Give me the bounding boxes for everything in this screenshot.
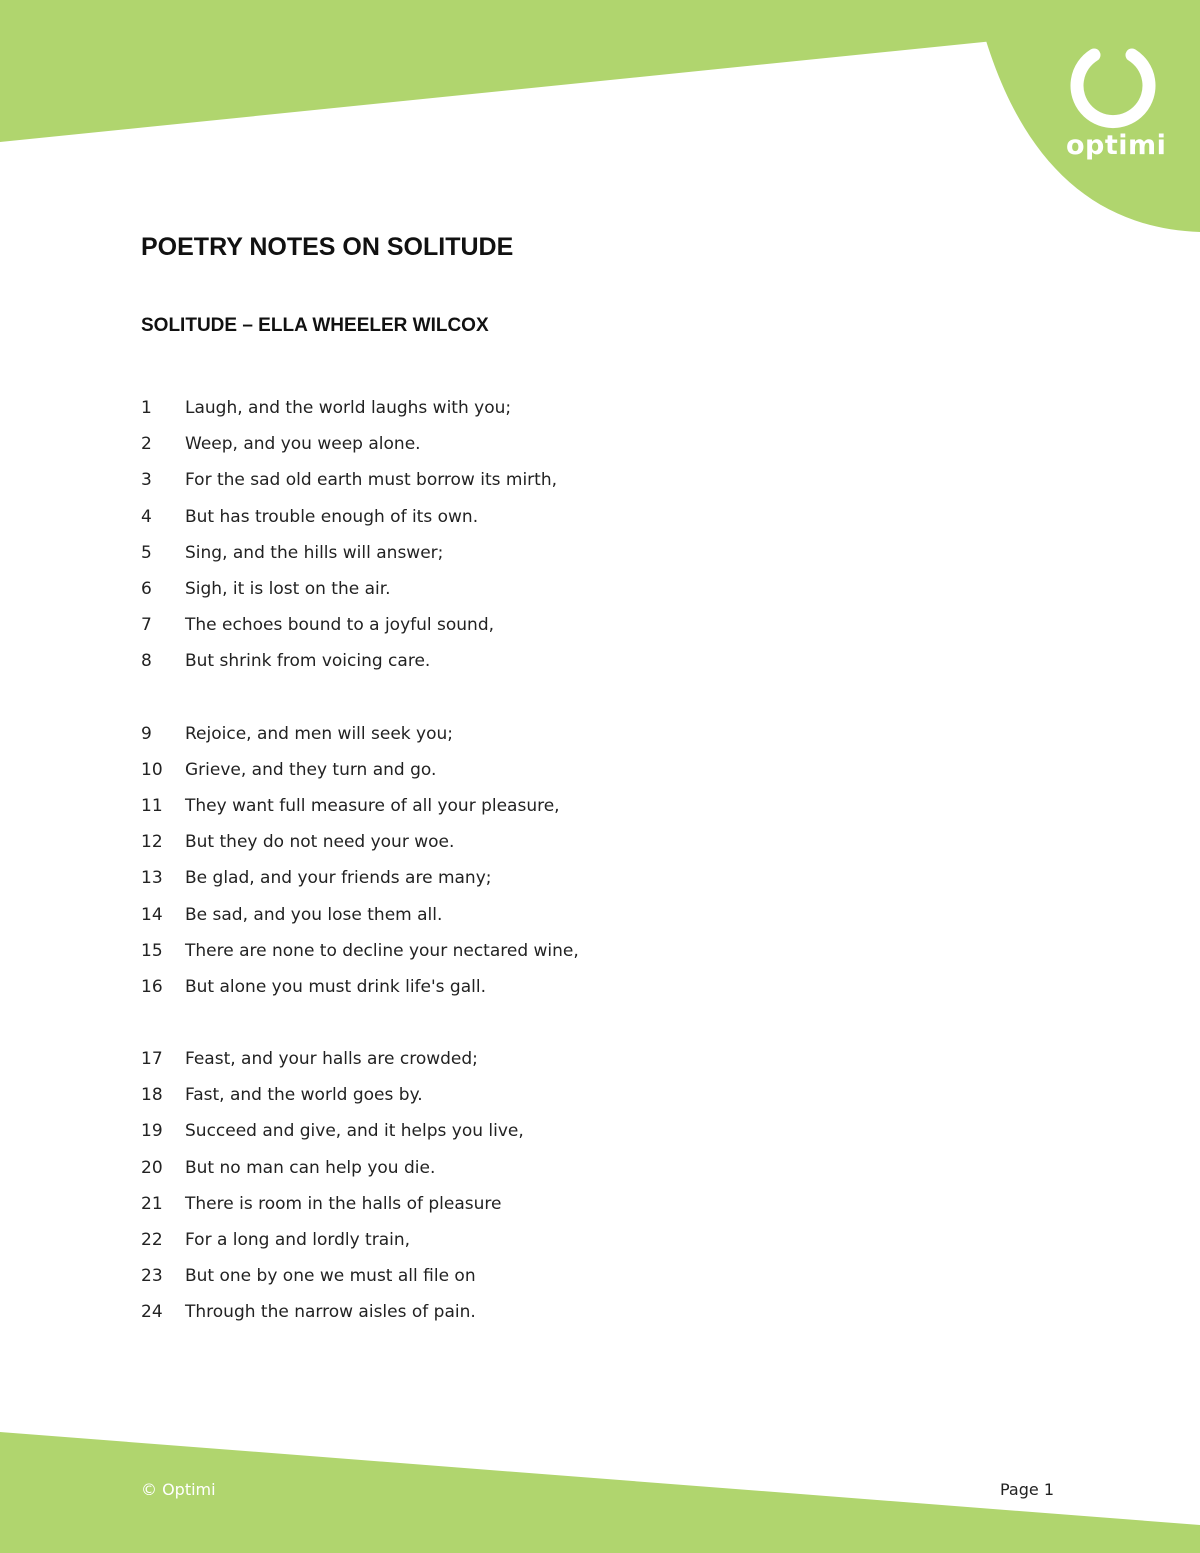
line-text: For the sad old earth must borrow its mirth, [185, 470, 557, 491]
poem-body [141, 390, 841, 1367]
line-number: 15 [141, 940, 163, 961]
line-number: 14 [141, 904, 163, 925]
line-text: Sing, and the hills will answer; [185, 542, 444, 563]
line-number: 19 [141, 1121, 163, 1142]
line-number: 11 [141, 795, 163, 816]
line-text: Sigh, it is lost on the air. [185, 579, 391, 600]
line-text: Succeed and give, and it helps you live, [185, 1121, 524, 1142]
poem-line [141, 969, 841, 1005]
poem-line [141, 607, 841, 643]
poem-line [141, 1222, 841, 1258]
poem-line [141, 499, 841, 535]
line-text: Grieve, and they turn and go. [185, 759, 437, 780]
line-number: 4 [141, 506, 152, 527]
poem-line [141, 824, 841, 860]
poem-line [141, 1077, 841, 1113]
line-number: 9 [141, 723, 152, 744]
line-text: Be glad, and your friends are many; [185, 868, 492, 889]
poem-line [141, 1258, 841, 1294]
line-text: The echoes bound to a joyful sound, [185, 615, 495, 636]
line-text: There are none to decline your nectared wine, [185, 940, 579, 961]
poem-line [141, 1113, 841, 1149]
line-number: 3 [141, 470, 152, 491]
line-text: But alone you must drink life's gall. [185, 976, 486, 997]
poem-line [141, 426, 841, 462]
line-number: 24 [141, 1302, 163, 1323]
line-number: 23 [141, 1266, 163, 1287]
line-text: For a long and lordly train, [185, 1230, 411, 1251]
line-number: 13 [141, 868, 163, 889]
line-number: 5 [141, 542, 152, 563]
poem-line [141, 788, 841, 824]
line-number: 7 [141, 615, 152, 636]
poem-stanza [141, 1041, 841, 1331]
footer-copyright: © Optimi [141, 1480, 216, 1499]
line-text: But they do not need your woe. [185, 832, 455, 853]
line-text: Laugh, and the world laughs with you; [185, 398, 512, 419]
line-number: 6 [141, 579, 152, 600]
poem-line [141, 716, 841, 752]
line-number: 22 [141, 1230, 163, 1251]
line-text: They want full measure of all your pleasure, [185, 795, 560, 816]
line-text: But shrink from voicing care. [185, 651, 431, 672]
poem-line [141, 896, 841, 932]
poem-line [141, 390, 841, 426]
line-number: 12 [141, 832, 163, 853]
line-text: Weep, and you weep alone. [185, 434, 421, 455]
line-text: Be sad, and you lose them all. [185, 904, 443, 925]
brand-logo-text: optimi [1066, 130, 1167, 161]
poem-line [141, 462, 841, 498]
poem-line [141, 643, 841, 679]
line-number: 17 [141, 1049, 163, 1070]
poem-line [141, 571, 841, 607]
line-number: 20 [141, 1157, 163, 1178]
line-text: But has trouble enough of its own. [185, 506, 479, 527]
line-number: 16 [141, 976, 163, 997]
line-text: Through the narrow aisles of pain. [185, 1302, 476, 1323]
page-title: POETRY NOTES ON SOLITUDE [141, 233, 514, 261]
line-text: Fast, and the world goes by. [185, 1085, 423, 1106]
line-number: 2 [141, 434, 152, 455]
poem-line [141, 933, 841, 969]
line-text: But one by one we must all file on [185, 1266, 476, 1287]
line-number: 10 [141, 759, 163, 780]
poem-line [141, 1041, 841, 1077]
line-number: 8 [141, 651, 152, 672]
poem-line [141, 535, 841, 571]
poem-line [141, 860, 841, 896]
line-number: 1 [141, 398, 152, 419]
footer-page-number: Page 1 [1000, 1480, 1054, 1499]
poem-stanza [141, 390, 841, 680]
line-number: 18 [141, 1085, 163, 1106]
line-text: Rejoice, and men will seek you; [185, 723, 454, 744]
line-text: Feast, and your halls are crowded; [185, 1049, 478, 1070]
line-number: 21 [141, 1193, 163, 1214]
poem-stanza [141, 716, 841, 1006]
poem-line [141, 1294, 841, 1330]
poem-line [141, 752, 841, 788]
line-text: But no man can help you die. [185, 1157, 436, 1178]
poem-line [141, 1150, 841, 1186]
poem-line [141, 1186, 841, 1222]
line-text: There is room in the halls of pleasure [185, 1193, 502, 1214]
poem-heading: SOLITUDE – ELLA WHEELER WILCOX [141, 315, 489, 336]
